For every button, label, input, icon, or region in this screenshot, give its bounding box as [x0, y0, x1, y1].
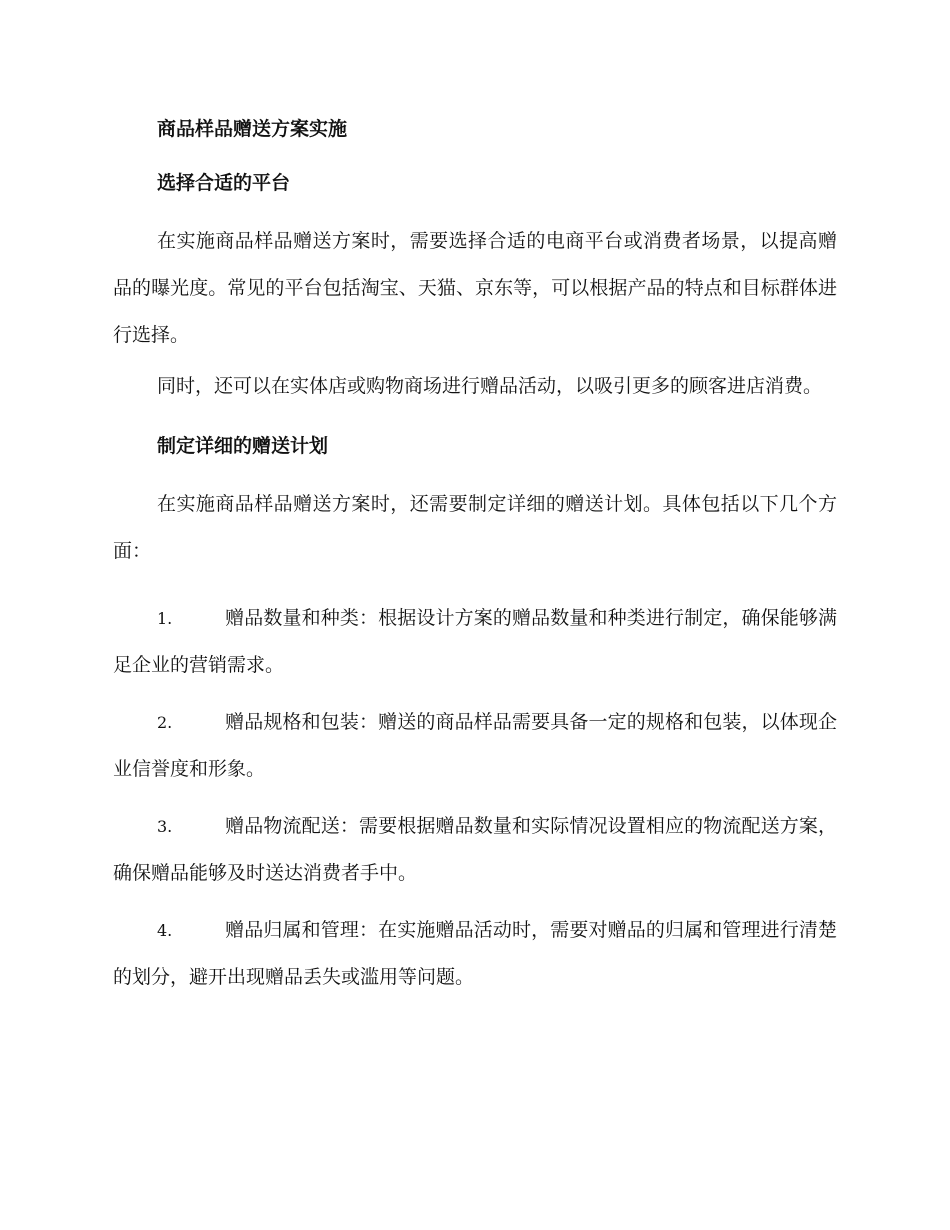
- list-item: [113, 699, 837, 793]
- list-number: 2.: [157, 713, 173, 732]
- list-item: [113, 803, 837, 897]
- list-item-text: 赠品归属和管理：在实施赠品活动时，需要对赠品的归属和管理进行清楚的划分，避开出现赠品丢失或滥用等问题。: [113, 919, 837, 988]
- list-item-text: 赠品物流配送：需要根据赠品数量和实际情况设置相应的物流配送方案，确保赠品能够及时送达消费者手中。: [113, 815, 837, 884]
- list-number: 3.: [157, 817, 173, 836]
- paragraph-offline-activity: 同时，还可以在实体店或购物商场进行赠品活动，以吸引更多的顾客进店消费。: [157, 375, 823, 397]
- list-item: [113, 595, 837, 689]
- list-item-text: 赠品数量和种类：根据设计方案的赠品数量和种类进行制定，确保能够满足企业的营销需求。: [113, 607, 837, 676]
- list-number: 4.: [157, 921, 173, 940]
- list-item: [113, 907, 837, 1001]
- section-heading-plan: 制定详细的赠送计划: [157, 435, 329, 457]
- list-item-text: 赠品规格和包装：赠送的商品样品需要具备一定的规格和包装，以体现企业信誉度和形象。: [113, 711, 837, 780]
- section-heading-platform: 选择合适的平台: [157, 172, 291, 194]
- paragraph-plan-intro: 在实施商品样品赠送方案时，还需要制定详细的赠送计划。具体包括以下几个方面：: [113, 493, 837, 562]
- list-number: 1.: [157, 609, 173, 628]
- paragraph-platform-choice: 在实施商品样品赠送方案时，需要选择合适的电商平台或消费者场景，以提高赠品的曝光度。常见的平台包括淘宝、天猫、京东等，可以根据产品的特点和目标群体进行选择。: [113, 230, 837, 346]
- document-body: [113, 113, 837, 1011]
- document-title: 商品样品赠送方案实施: [157, 118, 348, 140]
